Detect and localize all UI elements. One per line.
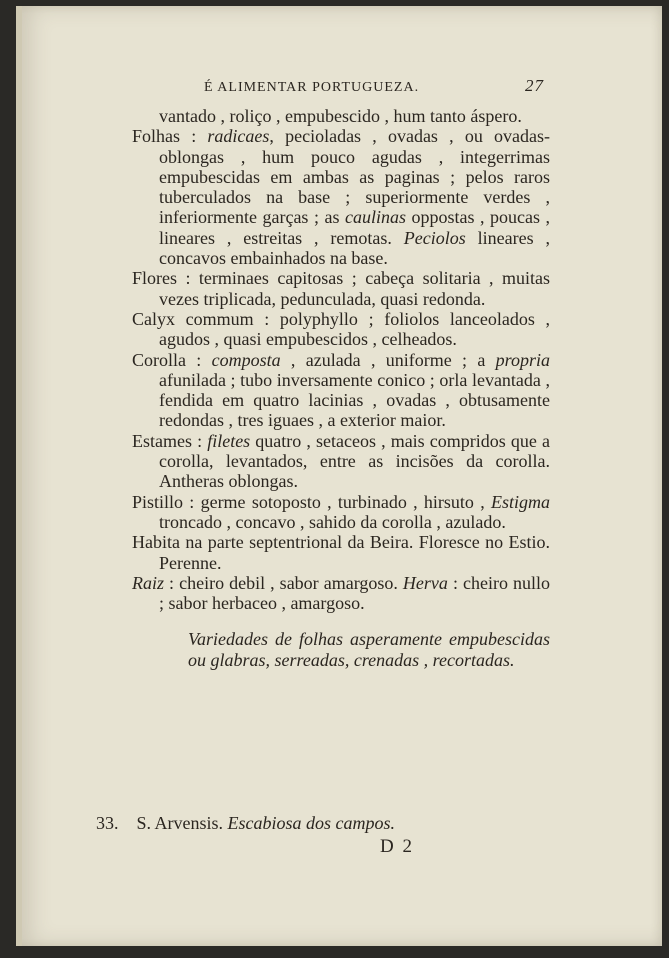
estames-paragraph: Estames : filetes quatro , setaceos , mais compridos que a corolla, levantados, entre as incisões da corolla. Antheras oblongas. <box>132 430 550 492</box>
page-gutter <box>16 6 22 946</box>
species-name: S. Arvensis. <box>136 813 224 833</box>
species-common-name: Escabiosa dos campos. <box>227 813 396 833</box>
text-body <box>132 106 550 671</box>
raiz-paragraph: Raiz : cheiro debil , sabor amargoso. Herva : cheiro nullo ; sabor herbaceo , amargoso. <box>132 572 551 614</box>
page-number: 27 <box>525 76 544 95</box>
pistillo-paragraph: Pistillo : germe sotoposto , turbinado , hirsuto , Estigma troncado , concavo , sahido da corolla , azulado. <box>132 491 550 532</box>
running-title: É ALIMENTAR PORTUGUEZA. <box>204 80 420 95</box>
folhas-paragraph: Folhas : radicaes, pecioladas , ovadas , ou ovadas-oblongas , hum pouco agudas , integerrimas empubescidas em ambas as paginas ; pelos raros tuberculados na base ; superiormente verdes , inferiormente garças ; as caulinas oppostas , poucas , lineares , estreitas , remotas. Peciolos lineares , concavos embainhados na base. <box>132 126 550 269</box>
corolla-paragraph: Corolla : composta , azulada , uniforme ; a propria afunilada ; tubo inversamente conico ; orla levantada , fendida em quatro lacinias , ovadas , obtusamente redondas , tres iguaes , a exterior maior. <box>132 349 550 431</box>
continuation-paragraph: vantado , roliço , empubescido , hum tanto áspero. <box>159 106 522 126</box>
book-page <box>16 6 662 946</box>
habitat-paragraph: Habita na parte septentrional da Beira. Floresce no Estio. Perenne. <box>132 532 550 573</box>
calyx-paragraph: Calyx commum : polyphyllo ; foliolos lanceolados , agudos , quasi empubescidos , celheados. <box>132 308 550 350</box>
flores-paragraph: Flores : terminaes capitosas ; cabeça solitaria , muitas vezes triplicada, pedunculada, quasi redonda. <box>132 268 550 309</box>
varieties-note: Variedades de folhas asperamente empubescidas ou glabras, serreadas, crenadas , recortadas. <box>188 629 550 671</box>
species-entry <box>96 813 516 834</box>
signature-mark: D 2 <box>380 836 414 857</box>
running-header <box>204 76 544 102</box>
species-number: 33. <box>96 813 119 833</box>
